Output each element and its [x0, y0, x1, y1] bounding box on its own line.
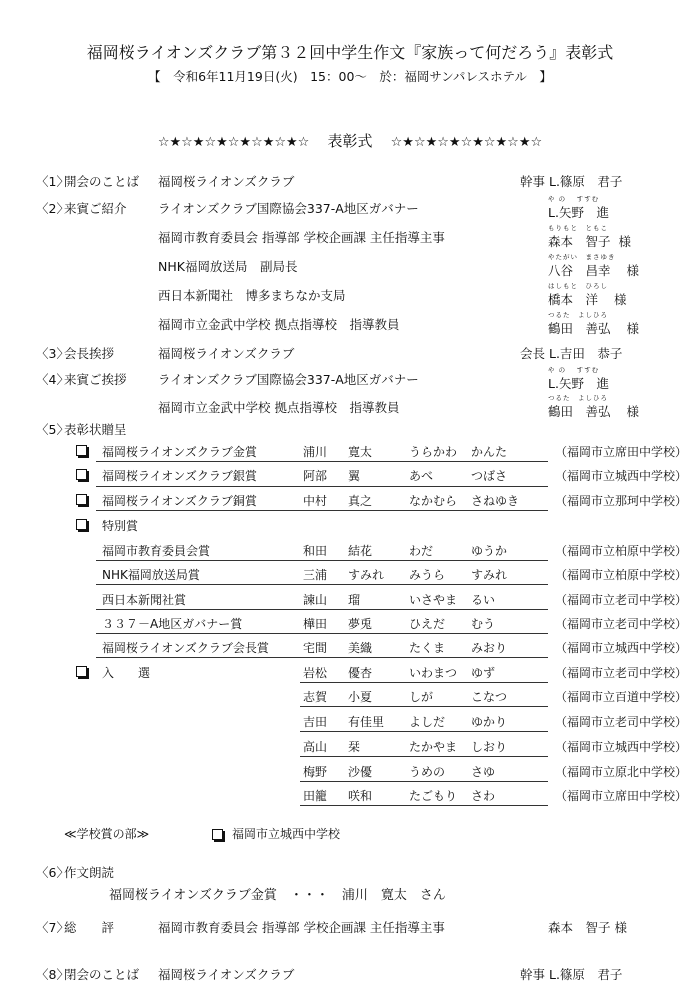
student-surname: 諫山	[303, 593, 328, 607]
award-name: 福岡桜ライオンズクラブ会長賞	[102, 641, 269, 655]
kana-given-name: さわ	[471, 789, 496, 803]
section-number: 〈8〉	[36, 967, 69, 982]
kana-given-name: しおり	[471, 740, 508, 754]
kana-given-name: るい	[471, 593, 496, 607]
row-divider	[96, 657, 548, 658]
guest-name: や の すすむ L.矢野 進	[548, 195, 609, 220]
kana-surname: わだ	[409, 544, 434, 558]
guest-name: や の すすむ L.矢野 進	[548, 366, 609, 391]
stars-left-decoration: ☆★☆★☆★☆★☆★☆★☆	[157, 135, 310, 150]
student-given-name: 結花	[348, 544, 373, 558]
guest-furigana: や の すすむ	[548, 366, 600, 374]
event-date-venue: 【 令和6年11月19日(火) 15：00～ 於：福岡サンパレスホテル 】	[148, 69, 552, 84]
section-number: 〈4〉	[36, 372, 69, 387]
section-number: 〈2〉	[36, 201, 69, 216]
student-given-name: 沙優	[348, 765, 373, 779]
section-org: 福岡市教育委員会 指導部 学校企画課 主任指導主事	[158, 920, 445, 935]
section-role: 森本 智子 様	[548, 920, 627, 935]
student-surname: 吉田	[303, 715, 328, 729]
guest-org: ライオンズクラブ国際協会337-A地区ガバナー	[158, 201, 419, 216]
section-org: 福岡桜ライオンズクラブ	[158, 174, 295, 189]
student-surname: 高山	[303, 740, 328, 754]
student-given-name: 有佳里	[348, 715, 385, 729]
student-surname: 三浦	[303, 568, 328, 582]
row-divider	[300, 706, 548, 707]
student-surname: 田籠	[303, 789, 328, 803]
school-award-school: 福岡市立城西中学校	[232, 827, 341, 841]
row-divider	[96, 584, 548, 585]
kana-surname: しが	[409, 690, 434, 704]
kana-surname: いさやま	[409, 593, 458, 607]
row-divider	[300, 731, 548, 732]
section-number: 〈3〉	[36, 346, 69, 361]
row-divider	[96, 510, 548, 511]
guest-org: 福岡市教育委員会 指導部 学校企画課 主任指導主事	[158, 230, 445, 245]
student-given-name: 小夏	[348, 690, 373, 704]
kana-surname: いわまつ	[409, 666, 458, 680]
section-number: 〈5〉	[36, 422, 69, 437]
checkbox-icon	[212, 829, 223, 840]
kana-given-name: つばさ	[471, 469, 508, 483]
row-divider	[300, 781, 548, 782]
guest-org: 福岡市立金武中学校 拠点指導校 指導教員	[158, 317, 400, 332]
school-name: （福岡市立老司中学校）	[555, 715, 688, 729]
section-number: 〈1〉	[36, 174, 69, 189]
guest-furigana: はしもと ひろし	[548, 282, 608, 290]
section-role: 会長 L.吉田 恭子	[520, 346, 623, 361]
section-label: 会長挨拶	[64, 346, 115, 361]
school-name: （福岡市立城西中学校）	[555, 641, 688, 655]
kana-given-name: ゆうか	[471, 544, 508, 558]
section-role: 幹事 L.篠原 君子	[520, 174, 623, 189]
guest-furigana: や の すすむ	[548, 195, 600, 203]
school-name: （福岡市立柏原中学校）	[555, 568, 688, 582]
kana-surname: ひえだ	[409, 617, 446, 631]
checkbox-icon	[76, 494, 87, 505]
kana-given-name: こなつ	[471, 690, 508, 704]
school-name: （福岡市立城西中学校）	[555, 469, 688, 483]
school-award-label: ≪学校賞の部≫	[64, 827, 150, 841]
checkbox-icon	[76, 519, 87, 530]
school-name: （福岡市立老司中学校）	[555, 617, 688, 631]
guest-furigana: もりもと ともこ	[548, 224, 608, 232]
kana-given-name: すみれ	[471, 568, 508, 582]
kana-surname: あべ	[409, 469, 434, 483]
section-label: 開会のことば	[64, 174, 140, 189]
student-given-name: 咲和	[348, 789, 373, 803]
section-label: 来賓ご挨拶	[64, 372, 127, 387]
ceremony-label: 表彰式	[327, 132, 373, 150]
guest-name: はしもと ひろし 橋本 洋 様	[548, 282, 627, 307]
award-name: 福岡市教育委員会賞	[102, 544, 211, 558]
row-divider	[300, 756, 548, 757]
row-divider	[96, 461, 548, 462]
award-name: 福岡桜ライオンズクラブ銅賞	[102, 494, 257, 508]
award-name: NHK福岡放送局賞	[102, 568, 200, 582]
kana-surname: みうら	[409, 568, 446, 582]
row-divider	[300, 805, 548, 806]
row-divider	[96, 486, 548, 487]
guest-name: つるた よしひろ 鶴田 善弘 様	[548, 311, 640, 336]
checkbox-icon	[76, 666, 87, 677]
ceremony-banner	[0, 130, 700, 151]
school-name: （福岡市立席田中学校）	[555, 445, 688, 459]
school-name: （福岡市立百道中学校）	[555, 690, 688, 704]
guest-org: NHK福岡放送局 副局長	[158, 259, 298, 274]
student-given-name: 寛太	[348, 445, 373, 459]
row-divider	[96, 633, 548, 634]
section-label: 総 評	[64, 920, 115, 935]
student-surname: 岩松	[303, 666, 328, 680]
kana-surname: うらかわ	[409, 445, 458, 459]
page-title: 福岡桜ライオンズクラブ第３２回中学生作文『家族って何だろう』表彰式	[86, 43, 614, 62]
kana-given-name: ゆず	[471, 666, 496, 680]
award-name: 西日本新聞社賞	[102, 593, 187, 607]
school-name: （福岡市立老司中学校）	[555, 593, 688, 607]
student-surname: 中村	[303, 494, 328, 508]
student-given-name: 真之	[348, 494, 373, 508]
section-number: 〈7〉	[36, 920, 69, 935]
kana-given-name: かんた	[471, 445, 508, 459]
row-divider	[96, 609, 548, 610]
section-label: 閉会のことば	[64, 967, 140, 982]
guest-furigana: やたがい まさゆき	[548, 253, 616, 261]
kana-surname: たごもり	[409, 789, 458, 803]
kana-given-name: さねゆき	[471, 494, 520, 508]
guest-furigana: つるた よしひろ	[548, 311, 608, 319]
kana-surname: たかやま	[409, 740, 458, 754]
school-name: （福岡市立柏原中学校）	[555, 544, 688, 558]
guest-org: 西日本新聞社 博多まちなか支局	[158, 288, 346, 303]
school-name: （福岡市立那珂中学校）	[555, 494, 688, 508]
section-label: 作文朗読	[64, 865, 115, 880]
row-divider	[300, 682, 548, 683]
school-name: （福岡市立原北中学校）	[555, 765, 688, 779]
guest-name: つるた よしひろ 鶴田 善弘 様	[548, 394, 640, 419]
kana-given-name: むう	[471, 617, 496, 631]
student-given-name: 瑠	[348, 593, 361, 607]
student-given-name: 翼	[348, 469, 361, 483]
kana-surname: なかむら	[409, 494, 458, 508]
student-surname: 和田	[303, 544, 328, 558]
section-role: 幹事 L.篠原 君子	[520, 967, 623, 982]
guest-name: もりもと ともこ 森本 智子 様	[548, 224, 632, 249]
kana-given-name: さゆ	[471, 765, 496, 779]
guest-org: 福岡市立金武中学校 拠点指導校 指導教員	[158, 400, 400, 415]
section-label: 表彰状贈呈	[64, 422, 127, 437]
section-org: 福岡桜ライオンズクラブ	[158, 346, 295, 361]
student-surname: 樺田	[303, 617, 328, 631]
student-surname: 宅間	[303, 641, 328, 655]
guest-org: ライオンズクラブ国際協会337-A地区ガバナー	[158, 372, 419, 387]
essay-reader: 福岡桜ライオンズクラブ金賞 ・・・ 浦川 寛太 さん	[109, 888, 446, 903]
kana-given-name: みおり	[471, 641, 508, 655]
student-surname: 梅野	[303, 765, 328, 779]
checkbox-icon	[76, 469, 87, 480]
student-surname: 志賀	[303, 690, 328, 704]
row-divider	[96, 560, 548, 561]
kana-surname: うめの	[409, 765, 446, 779]
section-org: 福岡桜ライオンズクラブ	[158, 967, 295, 982]
checkbox-icon	[76, 445, 87, 456]
school-name: （福岡市立老司中学校）	[555, 666, 688, 680]
award-name: ３３７－A地区ガバナー賞	[102, 617, 243, 631]
student-surname: 浦川	[303, 445, 328, 459]
kana-surname: よしだ	[409, 715, 446, 729]
award-name: 福岡桜ライオンズクラブ銀賞	[102, 469, 257, 483]
guest-furigana: つるた よしひろ	[548, 394, 608, 402]
student-given-name: すみれ	[348, 568, 385, 582]
special-award-label: 特別賞	[102, 519, 139, 533]
honorable-mention-label: 入 選	[102, 666, 151, 680]
section-number: 〈6〉	[36, 865, 69, 880]
student-given-name: 栞	[348, 740, 361, 754]
student-given-name: 優杏	[348, 666, 373, 680]
student-surname: 阿部	[303, 469, 328, 483]
school-name: （福岡市立席田中学校）	[555, 789, 688, 803]
student-given-name: 夢兎	[348, 617, 373, 631]
kana-surname: たくま	[409, 641, 446, 655]
section-label: 来賓ご紹介	[64, 201, 127, 216]
student-given-name: 美織	[348, 641, 373, 655]
kana-given-name: ゆかり	[471, 715, 508, 729]
award-name: 福岡桜ライオンズクラブ金賞	[102, 445, 257, 459]
stars-right-decoration: ☆★☆★☆★☆★☆★☆★☆	[390, 135, 543, 150]
guest-name: やたがい まさゆき 八谷 昌幸 様	[548, 253, 640, 278]
school-name: （福岡市立城西中学校）	[555, 740, 688, 754]
